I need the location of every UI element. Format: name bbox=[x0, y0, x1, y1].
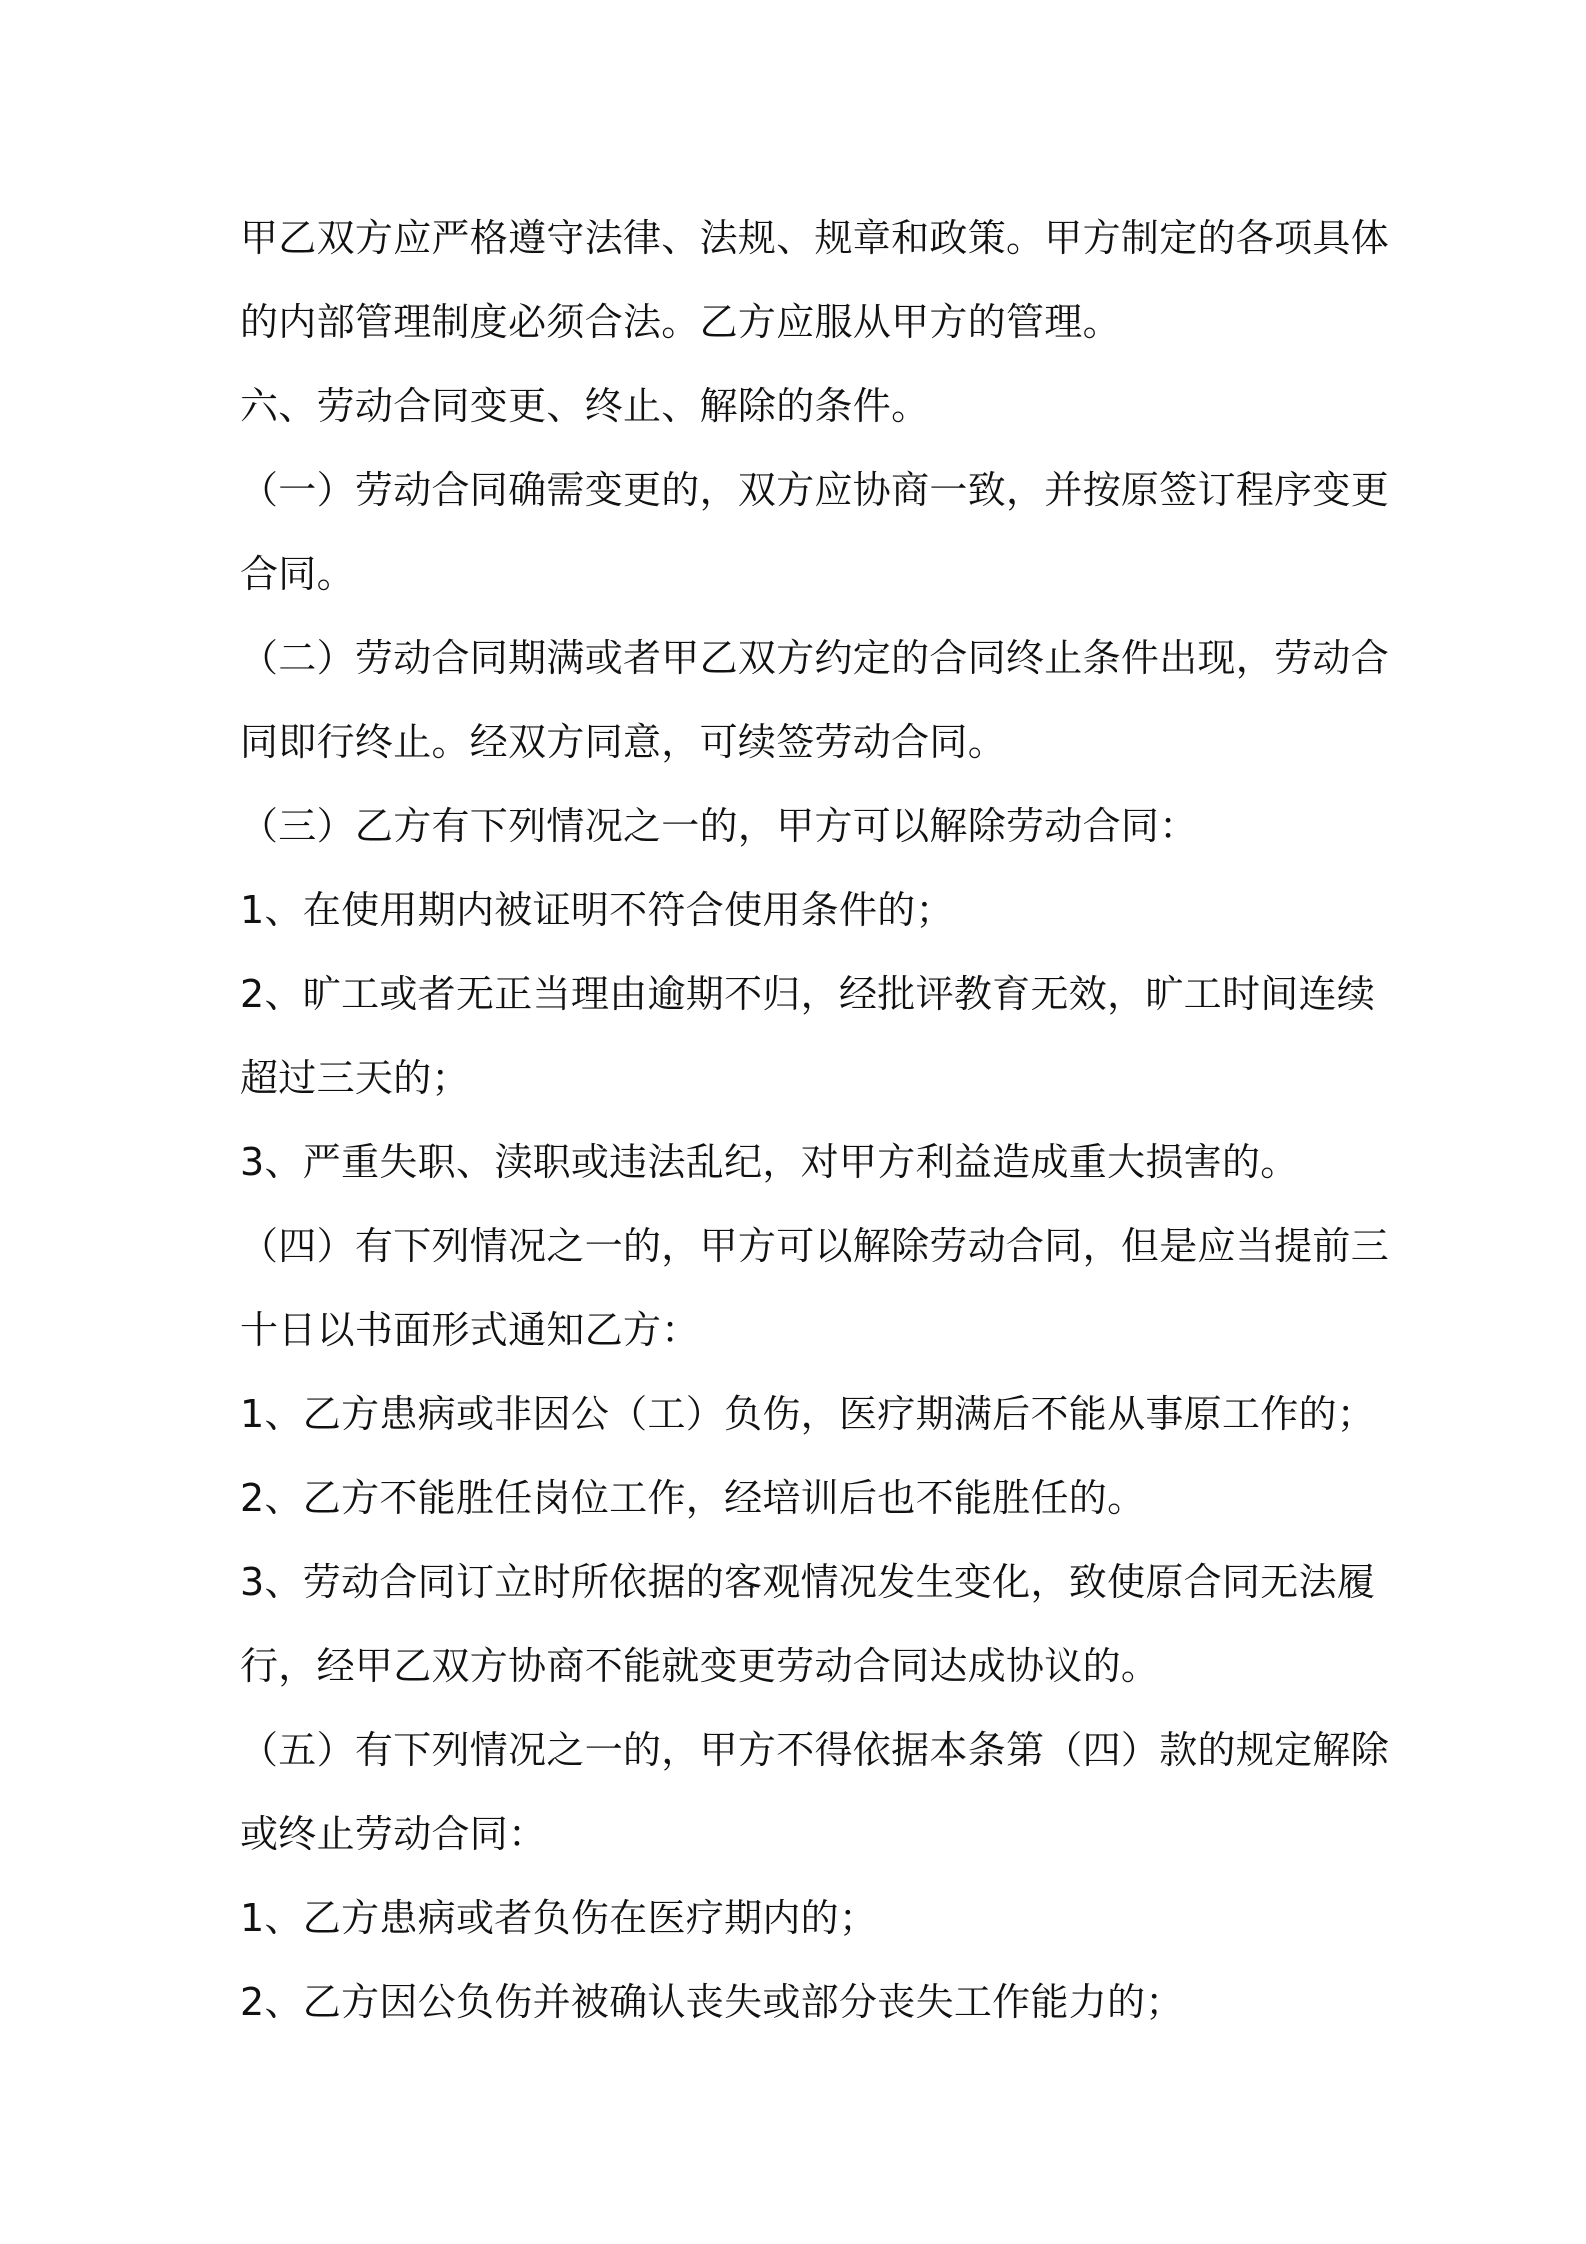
text-line: 1、在使用期内被证明不符合使用条件的； bbox=[240, 888, 954, 932]
text-line: 3、严重失职、渎职或违法乱纪，对甲方利益造成重大损害的。 bbox=[240, 1140, 1299, 1184]
text-line: （二）劳动合同期满或者甲乙双方约定的合同终止条件出现，劳动合 bbox=[240, 636, 1390, 680]
text-line: 的内部管理制度必须合法。乙方应服从甲方的管理。 bbox=[240, 300, 1121, 344]
text-line: （四）有下列情况之一的，甲方可以解除劳动合同，但是应当提前三 bbox=[240, 1224, 1390, 1268]
document-body bbox=[240, 196, 1390, 2044]
text-line: 2、乙方不能胜任岗位工作，经培训后也不能胜任的。 bbox=[240, 1476, 1146, 1520]
text-line: （三）乙方有下列情况之一的，甲方可以解除劳动合同： bbox=[240, 804, 1198, 848]
section-heading: 六、劳动合同变更、终止、解除的条件。 bbox=[240, 384, 930, 428]
text-line: 甲乙双方应严格遵守法律、法规、规章和政策。甲方制定的各项具体 bbox=[240, 216, 1390, 260]
text-line: 1、乙方患病或非因公（工）负伤，医疗期满后不能从事原工作的； bbox=[240, 1392, 1376, 1436]
text-line: 合同。 bbox=[240, 552, 355, 596]
text-line: 或终止劳动合同： bbox=[240, 1812, 547, 1856]
text-line: 1、乙方患病或者负伤在医疗期内的； bbox=[240, 1896, 878, 1940]
text-line: 超过三天的； bbox=[240, 1056, 470, 1100]
text-line: 3、劳动合同订立时所依据的客观情况发生变化，致使原合同无法履 bbox=[240, 1560, 1376, 1604]
text-line: 十日以书面形式通知乙方： bbox=[240, 1308, 700, 1352]
text-line: 行，经甲乙双方协商不能就变更劳动合同达成协议的。 bbox=[240, 1644, 1160, 1688]
text-line: 2、旷工或者无正当理由逾期不归，经批评教育无效，旷工时间连续 bbox=[240, 972, 1376, 1016]
text-line: （五）有下列情况之一的，甲方不得依据本条第（四）款的规定解除 bbox=[240, 1728, 1390, 1772]
text-line: 2、乙方因公负伤并被确认丧失或部分丧失工作能力的； bbox=[240, 1980, 1184, 2024]
text-line: （一）劳动合同确需变更的，双方应协商一致，并按原签订程序变更 bbox=[240, 468, 1390, 512]
text-line: 同即行终止。经双方同意，可续签劳动合同。 bbox=[240, 720, 1007, 764]
